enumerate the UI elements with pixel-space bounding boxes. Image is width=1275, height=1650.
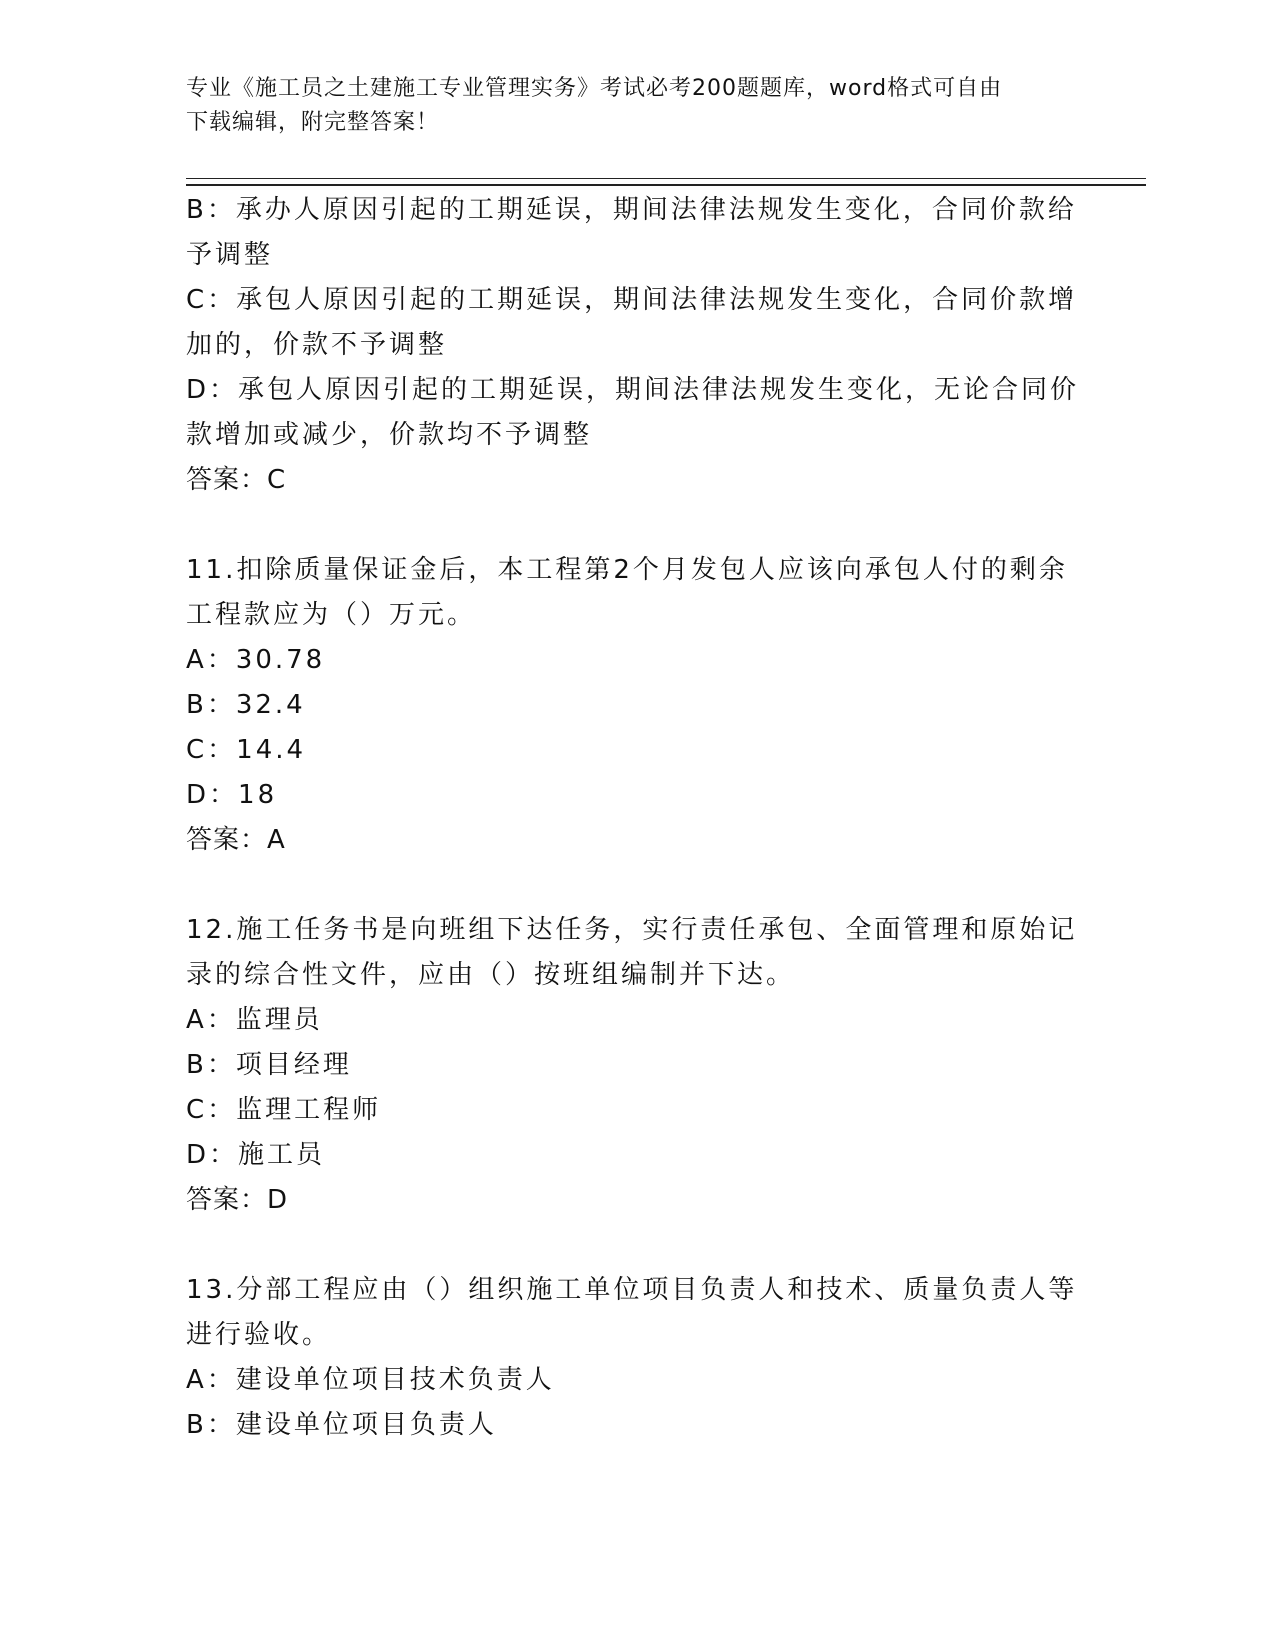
question-stem-line-1: 13.分部工程应由（）组织施工单位项目负责人和技术、质量负责人等 — [186, 1275, 1078, 1305]
option-b: B：项目经理 — [186, 1050, 352, 1080]
answer-label: 答案：C — [186, 465, 287, 495]
question-10-continued — [186, 188, 1080, 503]
option-d-line-1: D：承包人原因引起的工期延误，期间法律法规发生变化，无论合同价 — [186, 375, 1080, 405]
option-b: B：建设单位项目负责人 — [186, 1410, 497, 1440]
header-divider — [186, 178, 1146, 186]
option-a: A：建设单位项目技术负责人 — [186, 1365, 555, 1395]
question-13 — [186, 1268, 1076, 1448]
option-b: B：32.4 — [186, 690, 306, 720]
option-d: D：施工员 — [186, 1140, 326, 1170]
question-stem-line-1: 11.扣除质量保证金后，本工程第2个月发包人应该向承包人付的剩余 — [186, 555, 1068, 585]
spacer — [186, 863, 1076, 908]
option-c-line-2: 加的，价款不予调整 — [186, 330, 448, 360]
document-header — [186, 72, 1066, 140]
question-stem-line-2: 工程款应为（）万元。 — [186, 600, 477, 630]
option-b-line-1: B：承办人原因引起的工期延误，期间法律法规发生变化，合同价款给 — [186, 195, 1077, 225]
question-12 — [186, 908, 1076, 1223]
answer-label: 答案：A — [186, 825, 286, 855]
question-11 — [186, 548, 1076, 863]
option-c-line-1: C：承包人原因引起的工期延误，期间法律法规发生变化，合同价款增 — [186, 285, 1078, 315]
spacer — [186, 503, 1076, 548]
option-c: C：14.4 — [186, 735, 307, 765]
question-stem-line-2: 录的综合性文件，应由（）按班组编制并下达。 — [186, 960, 796, 990]
option-c: C：监理工程师 — [186, 1095, 382, 1125]
option-d: D：18 — [186, 780, 278, 810]
spacer — [186, 1223, 1076, 1268]
option-b-line-2: 予调整 — [186, 240, 274, 270]
option-d-line-2: 款增加或减少，价款均不予调整 — [186, 420, 593, 450]
question-stem-line-1: 12.施工任务书是向班组下达任务，实行责任承包、全面管理和原始记 — [186, 915, 1078, 945]
document-body — [186, 188, 1080, 1448]
question-stem-line-2: 进行验收。 — [186, 1320, 332, 1350]
option-a: A：监理员 — [186, 1005, 323, 1035]
option-a: A：30.78 — [186, 645, 326, 675]
header-line-2: 下载编辑，附完整答案！ — [186, 110, 440, 135]
header-line-1: 专业《施工员之土建施工专业管理实务》考试必考200题题库，word格式可自由 — [186, 76, 1003, 101]
answer-label: 答案：D — [186, 1185, 289, 1215]
